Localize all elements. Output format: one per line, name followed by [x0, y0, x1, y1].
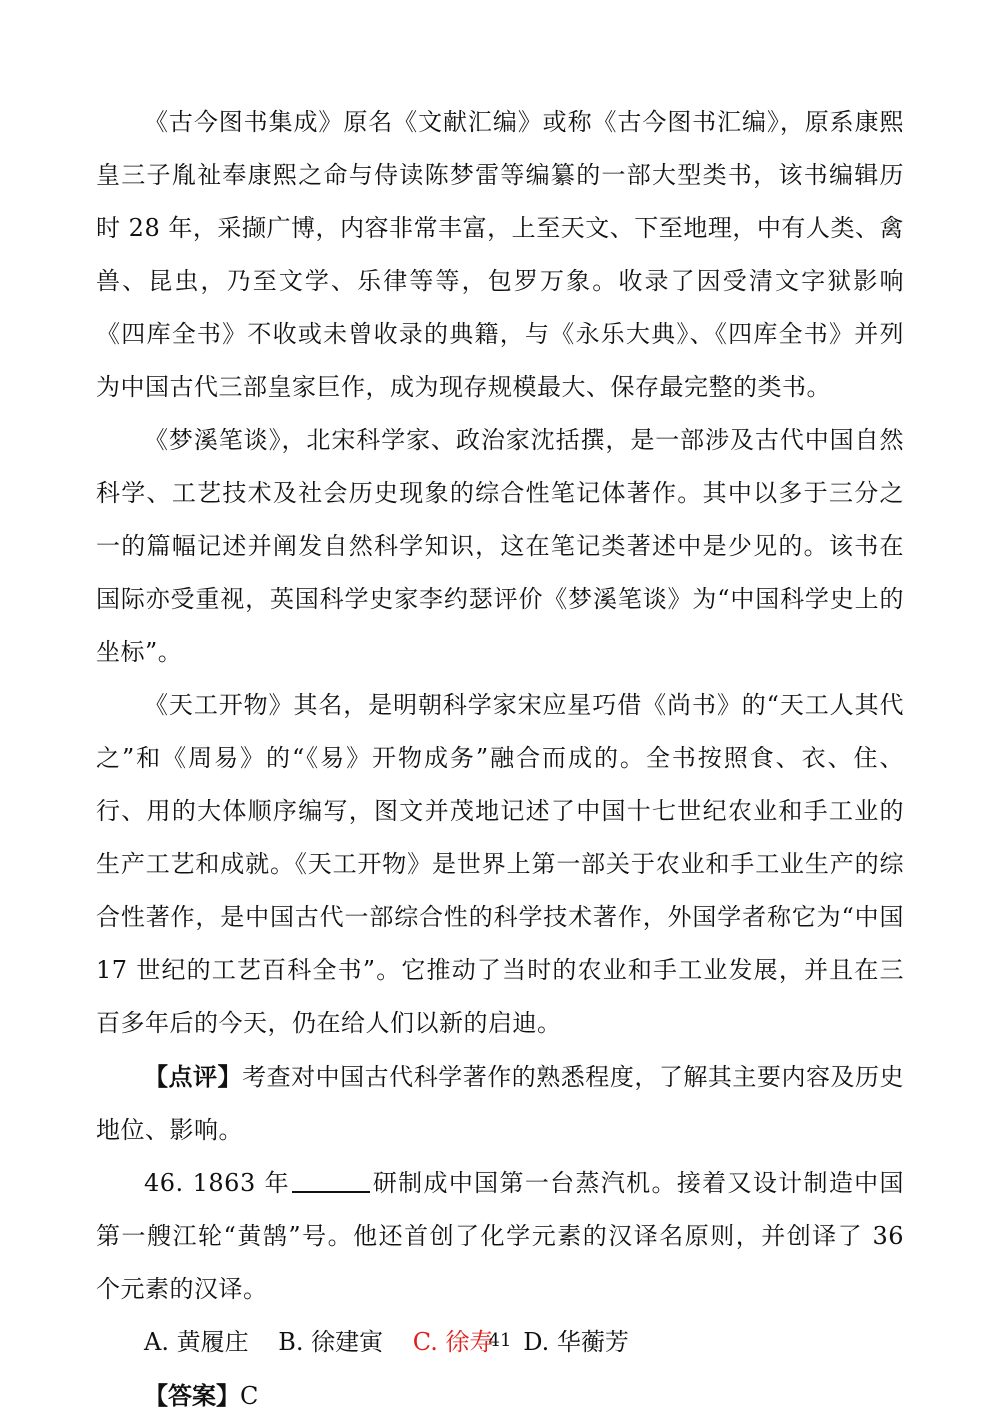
option-d: D. 华蘅芳 [523, 1328, 629, 1356]
comment-paragraph [96, 1050, 904, 1157]
comment-label: 【点评】 [144, 1062, 243, 1091]
paragraph-mengxi-bitan: 《梦溪笔谈》，北宋科学家、政治家沈括撰，是一部涉及古代中国自然科学、工艺技术及社会历史现象的综合性笔记体著作。其中以多于三分之一的篇幅记述并阐发自然科学知识，这在笔记类著述中是少见的。该书在国际亦受重视，英国科学史家李约瑟评价《梦溪笔谈》为“中国科学史上的坐标”。 [96, 426, 904, 666]
comment-text: 考查对中国古代科学著作的熟悉程度，了解其主要内容及历史地位、影响。 [96, 1063, 905, 1144]
answer-label: 【答案】 [144, 1381, 240, 1410]
option-b: B. 徐建寅 [278, 1328, 384, 1356]
question-suffix: 研制成中国第一台蒸汽机。接着又设计制造中国第一艘江轮“黄鹄”号。他还首创了化学元素的汉译名原则，并创译了 36 个元素的汉译。 [96, 1169, 905, 1303]
question-46 [96, 1157, 904, 1316]
question-prefix: 46. 1863 年 [144, 1169, 291, 1197]
fill-in-blank [292, 1169, 370, 1193]
paragraph-gujin-tushu-jicheng: 《古今图书集成》原名《文献汇编》或称《古今图书汇编》，原系康熙皇三子胤祉奉康熙之命与侍读陈梦雷等编纂的一部大型类书，该书编辑历时 28 年，采撷广博，内容非常丰富，上至天文、下至地理，中有人类、禽兽、昆虫，乃至文学、乐律等等，包罗万象。收录了因受清文字狱影响《四库全书》不收或未曾收录的典籍，与《永乐大典》、《四库全书》并列为中国古代三部皇家巨作，成为现存规模最大、保存最完整的类书。 [96, 108, 904, 401]
answer-value: C [240, 1382, 259, 1410]
option-c-correct: C. 徐寿 [412, 1328, 494, 1356]
page-number: 41 [488, 1330, 512, 1351]
paragraph-tiangong-kaiwu: 《天工开物》其名，是明朝科学家宋应星巧借《尚书》的“天工人其代之”和《周易》的“《易》开物成务”融合而成的。全书按照食、衣、住、行、用的大体顺序编写，图文并茂地记述了中国十七世纪农业和手工业的生产工艺和成就。《天工开物》是世界上第一部关于农业和手工业生产的综合性著作，是中国古代一部综合性的科学技术著作，外国学者称它为“中国 17 世纪的工艺百科全书”。它推动了当时的农业和手工业发展，并且在三百多年后的今天，仍在给人们以新的启迪。 [96, 691, 904, 1037]
option-a: A. 黄履庄 [144, 1328, 249, 1356]
answer-line [96, 1369, 904, 1423]
